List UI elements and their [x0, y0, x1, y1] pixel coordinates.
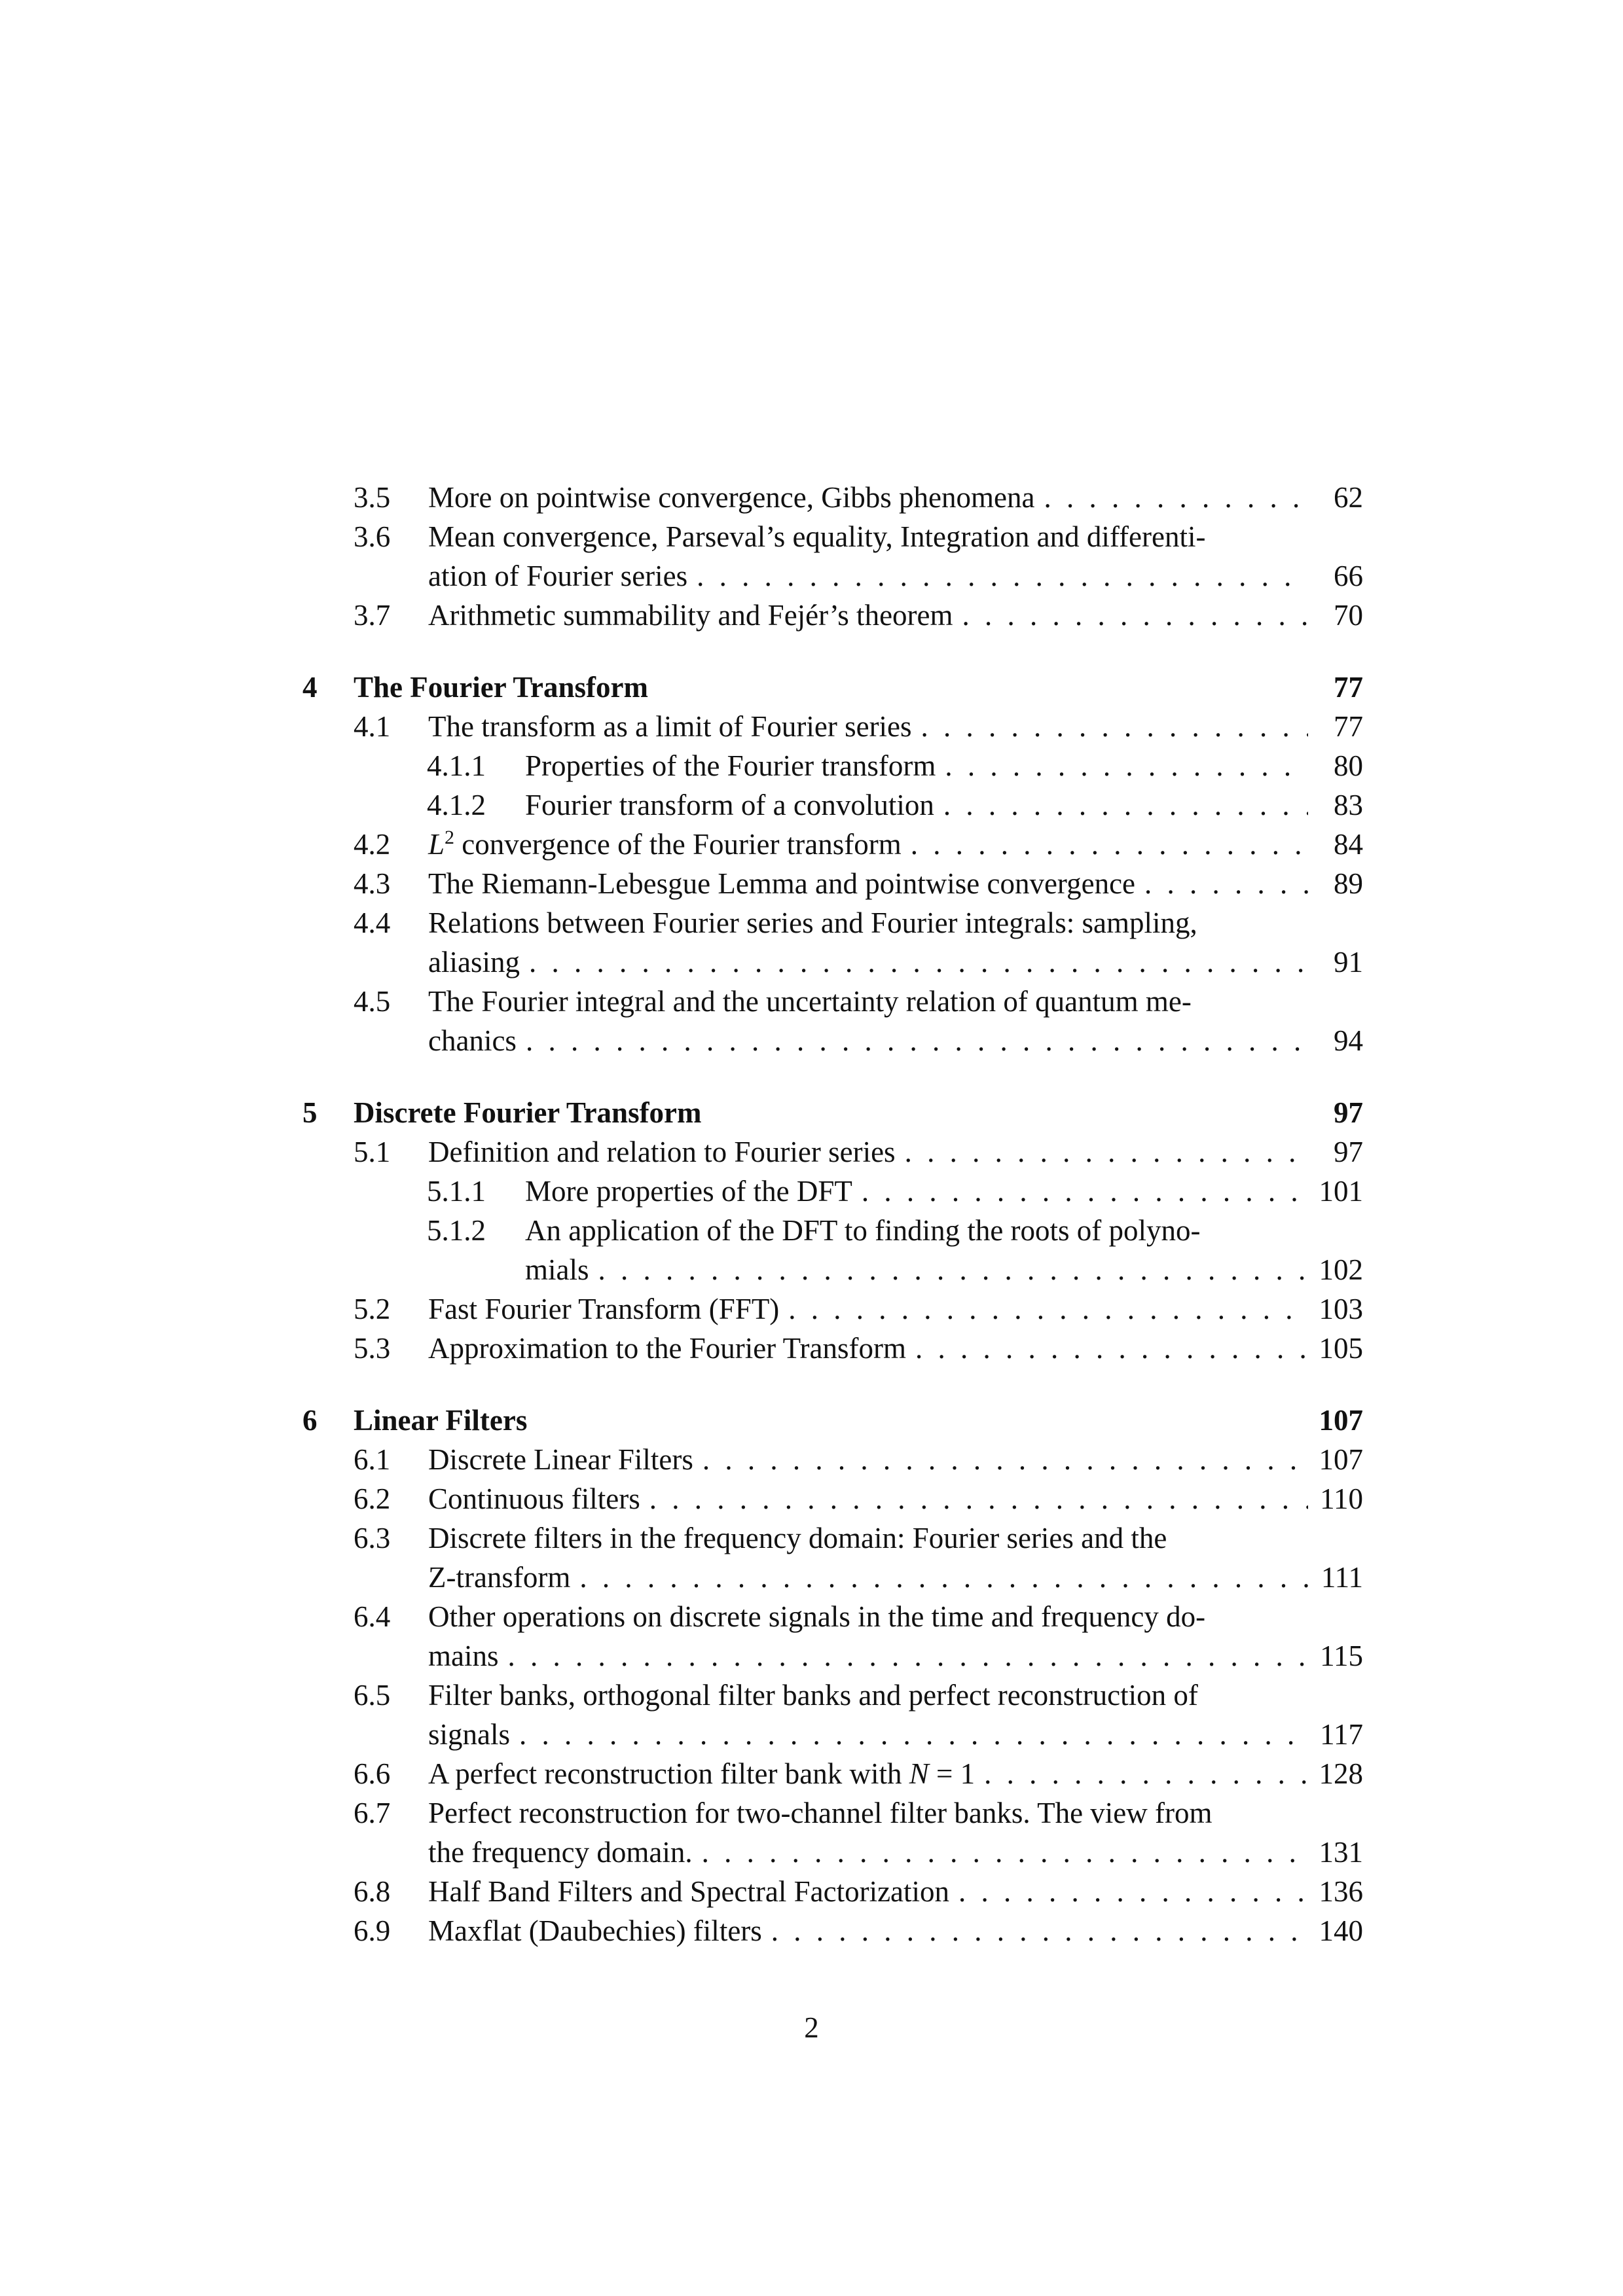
- math-superscript: 2: [445, 827, 455, 848]
- entry-number: 4.4: [354, 906, 391, 939]
- entry-title-text: mains: [428, 1640, 499, 1672]
- entry-title-text: More on pointwise convergence, Gibbs phenomena: [428, 481, 1035, 514]
- entry-number: 6.6: [354, 1757, 391, 1790]
- entry-number: 3.6: [354, 520, 391, 553]
- dot-leader: [943, 785, 1308, 825]
- dot-leader: [1044, 478, 1308, 517]
- entry-title-text: convergence of the Fourier transform: [454, 828, 902, 861]
- entry-number: 4.2: [354, 828, 391, 861]
- entry-title: [525, 746, 936, 785]
- page-ref: 140: [1319, 1914, 1363, 1947]
- entry-title-text: Arithmetic summability and Fejér’s theorem: [428, 599, 953, 632]
- entry-number: 3.5: [354, 481, 391, 514]
- toc-entry-4-1-2: [302, 785, 1363, 825]
- entry-title: [525, 785, 934, 825]
- page-ref: 128: [1319, 1757, 1363, 1790]
- toc-entry-6-1: [302, 1440, 1363, 1479]
- page-ref: 84: [1334, 828, 1363, 861]
- entry-title-text: Discrete Linear Filters: [428, 1443, 693, 1476]
- chapter-number: 4: [302, 671, 318, 704]
- page-ref: 83: [1334, 789, 1363, 821]
- page-ref: 136: [1319, 1875, 1363, 1908]
- page-ref: 80: [1334, 749, 1363, 782]
- toc-entry-6: [302, 1401, 1363, 1440]
- entry-title: [428, 1754, 975, 1793]
- entry-number: 6.5: [354, 1679, 391, 1712]
- page-ref: 62: [1334, 481, 1363, 514]
- entry-title: [428, 1132, 896, 1172]
- dot-leader: [526, 1021, 1308, 1060]
- entry-title: [428, 556, 687, 596]
- entry-title-text: signals: [428, 1718, 511, 1751]
- page-ref: 94: [1334, 1024, 1363, 1057]
- toc-entry-5-1-2-line2: [302, 1250, 1363, 1289]
- entry-title-line1: Relations between Fourier series and Fourier integrals: sampling,: [428, 906, 1197, 939]
- entry-number: 5.2: [354, 1293, 391, 1325]
- toc-entry-6-3-line1: [302, 1518, 1363, 1558]
- dot-leader: [962, 596, 1309, 635]
- entry-title-text: A perfect reconstruction filter bank with: [428, 1757, 909, 1790]
- dot-leader: [921, 707, 1308, 746]
- entry-title: [428, 478, 1034, 517]
- entry-title-text: Maxflat (Daubechies) filters: [428, 1914, 762, 1947]
- dot-leader: [771, 1911, 1308, 1950]
- dot-leader: [984, 1754, 1308, 1793]
- entry-number: 5.1.2: [427, 1214, 486, 1247]
- page-ref: 97: [1334, 1136, 1363, 1168]
- toc-entry-3-6-line1: [302, 517, 1363, 556]
- entry-title-text: Discrete Fourier Transform: [354, 1096, 702, 1129]
- chapter-number: 6: [302, 1404, 318, 1437]
- page-ref: 101: [1319, 1175, 1363, 1208]
- toc-entry-4-4-line2: [302, 942, 1363, 982]
- dot-leader: [905, 1132, 1308, 1172]
- entry-title: [428, 596, 953, 635]
- entry-title: [428, 707, 912, 746]
- toc-entry-5-1: [302, 1132, 1363, 1172]
- entry-title-text: aliasing: [428, 946, 520, 978]
- page-ref: 115: [1320, 1640, 1363, 1672]
- entry-number: 6.1: [354, 1443, 391, 1476]
- entry-title-text: Approximation to the Fourier Transform: [428, 1332, 906, 1365]
- page-ref: 77: [1334, 671, 1363, 704]
- dot-leader: [697, 556, 1308, 596]
- toc-entry-5-1-2-line1: [302, 1211, 1363, 1250]
- dot-leader: [862, 1172, 1308, 1211]
- chapter-title: [354, 1401, 527, 1440]
- entry-title-line1: The Fourier integral and the uncertainty relation of quantum me-: [428, 985, 1192, 1018]
- page-ref: 103: [1319, 1293, 1363, 1325]
- entry-title-text: Properties of the Fourier transform: [525, 749, 936, 782]
- page-ref: 66: [1334, 560, 1363, 592]
- page-ref: 131: [1319, 1836, 1363, 1869]
- toc-entry-6-6: [302, 1754, 1363, 1793]
- toc-entry-4-3: [302, 864, 1363, 903]
- entry-title: [428, 1021, 517, 1060]
- entry-title: [428, 1440, 693, 1479]
- page-ref: 111: [1321, 1561, 1363, 1594]
- entry-title-text: Definition and relation to Fourier series: [428, 1136, 896, 1168]
- entry-title-text: Z-transform: [428, 1561, 571, 1594]
- chapter-title: [354, 668, 648, 707]
- entry-title: [428, 1715, 510, 1754]
- entry-title: [428, 825, 902, 864]
- entry-title: [428, 864, 1135, 903]
- entry-title-text: The Riemann-Lebesgue Lemma and pointwise convergence: [428, 867, 1136, 900]
- entry-title-line1: Discrete filters in the frequency domain: Fourier series and the: [428, 1522, 1167, 1554]
- toc-entry-3-6-line2: [302, 556, 1363, 596]
- dot-leader: [519, 1715, 1308, 1754]
- dot-leader: [915, 1329, 1308, 1368]
- entry-number: 5.1: [354, 1136, 391, 1168]
- entry-title: [428, 1833, 693, 1872]
- entry-title-text: ation of Fourier series: [428, 560, 688, 592]
- page-ref: 89: [1334, 867, 1363, 900]
- toc-entry-6-7-line2: [302, 1833, 1363, 1872]
- page-ref: 91: [1334, 946, 1363, 978]
- toc-entry-4-1: [302, 707, 1363, 746]
- entry-title: [428, 1479, 640, 1518]
- entry-title-text: Continuous filters: [428, 1482, 640, 1515]
- toc-entry-5-1-1: [302, 1172, 1363, 1211]
- entry-title-text: Linear Filters: [354, 1404, 528, 1437]
- entry-title: [428, 942, 520, 982]
- entry-number: 6.8: [354, 1875, 391, 1908]
- entry-title: [428, 1872, 949, 1911]
- toc-entry-4-5-line1: [302, 982, 1363, 1021]
- page-number: 2: [804, 2011, 819, 2044]
- toc-entry-6-5-line1: [302, 1676, 1363, 1715]
- entry-number: 4.1.1: [427, 749, 486, 782]
- entry-title-text: chanics: [428, 1024, 517, 1057]
- page-ref: 117: [1320, 1718, 1363, 1751]
- dot-leader: [508, 1636, 1309, 1676]
- entry-number: 6.7: [354, 1797, 391, 1829]
- toc-entry-6-8: [302, 1872, 1363, 1911]
- dot-leader: [598, 1250, 1309, 1289]
- entry-title-text: More properties of the DFT: [525, 1175, 852, 1208]
- entry-title: [428, 1911, 762, 1950]
- entry-title: [525, 1250, 589, 1289]
- dot-leader: [788, 1289, 1308, 1329]
- entry-title-text: The transform as a limit of Fourier series: [428, 710, 912, 743]
- entry-title: [428, 1636, 499, 1676]
- toc-entry-5-2: [302, 1289, 1363, 1329]
- dot-leader: [579, 1558, 1308, 1597]
- entry-title-line1: Perfect reconstruction for two-channel filter banks. The view from: [428, 1797, 1213, 1829]
- entry-number: 6.4: [354, 1600, 391, 1633]
- dot-leader: [702, 1833, 1308, 1872]
- entry-number: 4.3: [354, 867, 391, 900]
- toc-entry-4-1-1: [302, 746, 1363, 785]
- toc-entry-6-3-line2: [302, 1558, 1363, 1597]
- page-ref: 97: [1334, 1096, 1363, 1129]
- toc-entry-4-4-line1: [302, 903, 1363, 942]
- dot-leader: [1144, 864, 1308, 903]
- entry-number: 6.3: [354, 1522, 391, 1554]
- toc-entry-6-5-line2: [302, 1715, 1363, 1754]
- toc-entry-6-4-line2: [302, 1636, 1363, 1676]
- entry-number: 3.7: [354, 599, 391, 632]
- entry-title-suffix: = 1: [928, 1757, 976, 1790]
- dot-leader: [911, 825, 1308, 864]
- entry-title-line1: An application of the DFT to finding the roots of polyno-: [525, 1214, 1201, 1247]
- page-ref: 107: [1319, 1404, 1363, 1437]
- entry-title-text: The Fourier Transform: [354, 671, 648, 704]
- entry-title-line1: Filter banks, orthogonal filter banks and perfect reconstruction of: [428, 1679, 1198, 1712]
- dot-leader: [529, 942, 1308, 982]
- chapter-number: 5: [302, 1096, 318, 1129]
- entry-number: 6.9: [354, 1914, 391, 1947]
- entry-title-text: Fourier transform of a convolution: [525, 789, 934, 821]
- entry-number: 4.5: [354, 985, 391, 1018]
- toc-entry-6-2: [302, 1479, 1363, 1518]
- page-ref: 107: [1319, 1443, 1363, 1476]
- toc-entry-5-3: [302, 1329, 1363, 1368]
- toc-entry-4: [302, 668, 1363, 707]
- toc-entry-5: [302, 1093, 1363, 1132]
- entry-title-line1: Mean convergence, Parseval’s equality, Integration and differenti-: [428, 520, 1206, 553]
- entry-title-text: Fast Fourier Transform (FFT): [428, 1293, 780, 1325]
- page-ref: 77: [1334, 710, 1363, 743]
- entry-title-text: mials: [525, 1253, 589, 1286]
- table-of-contents: [302, 478, 1363, 1950]
- toc-entry-6-9: [302, 1911, 1363, 1950]
- entry-number: 5.3: [354, 1332, 391, 1365]
- entry-number: 4.1: [354, 710, 391, 743]
- dot-leader: [702, 1440, 1308, 1479]
- page-ref: 110: [1320, 1482, 1363, 1515]
- page-ref: 70: [1334, 599, 1363, 632]
- entry-title-line1: Other operations on discrete signals in the time and frequency do-: [428, 1600, 1206, 1633]
- toc-entry-3-5: [302, 478, 1363, 517]
- math-symbol: L: [428, 828, 445, 861]
- math-symbol: N: [909, 1757, 929, 1790]
- toc-entry-4-5-line2: [302, 1021, 1363, 1060]
- page-ref: 102: [1319, 1253, 1363, 1286]
- dot-leader: [958, 1872, 1308, 1911]
- dot-leader: [945, 746, 1308, 785]
- entry-title-text: Half Band Filters and Spectral Factorization: [428, 1875, 950, 1908]
- entry-title: [525, 1172, 852, 1211]
- entry-title: [428, 1558, 570, 1597]
- entry-title-text: the frequency domain.: [428, 1836, 693, 1869]
- toc-entry-6-4-line1: [302, 1597, 1363, 1636]
- entry-title: [428, 1289, 779, 1329]
- entry-title: [428, 1329, 906, 1368]
- dot-leader: [649, 1479, 1308, 1518]
- entry-number: 5.1.1: [427, 1175, 486, 1208]
- entry-number: 6.2: [354, 1482, 391, 1515]
- page-ref: 105: [1319, 1332, 1363, 1365]
- toc-entry-4-2: [302, 825, 1363, 864]
- chapter-title: [354, 1093, 702, 1132]
- entry-number: 4.1.2: [427, 789, 486, 821]
- toc-entry-3-7: [302, 596, 1363, 635]
- toc-entry-6-7-line1: [302, 1793, 1363, 1833]
